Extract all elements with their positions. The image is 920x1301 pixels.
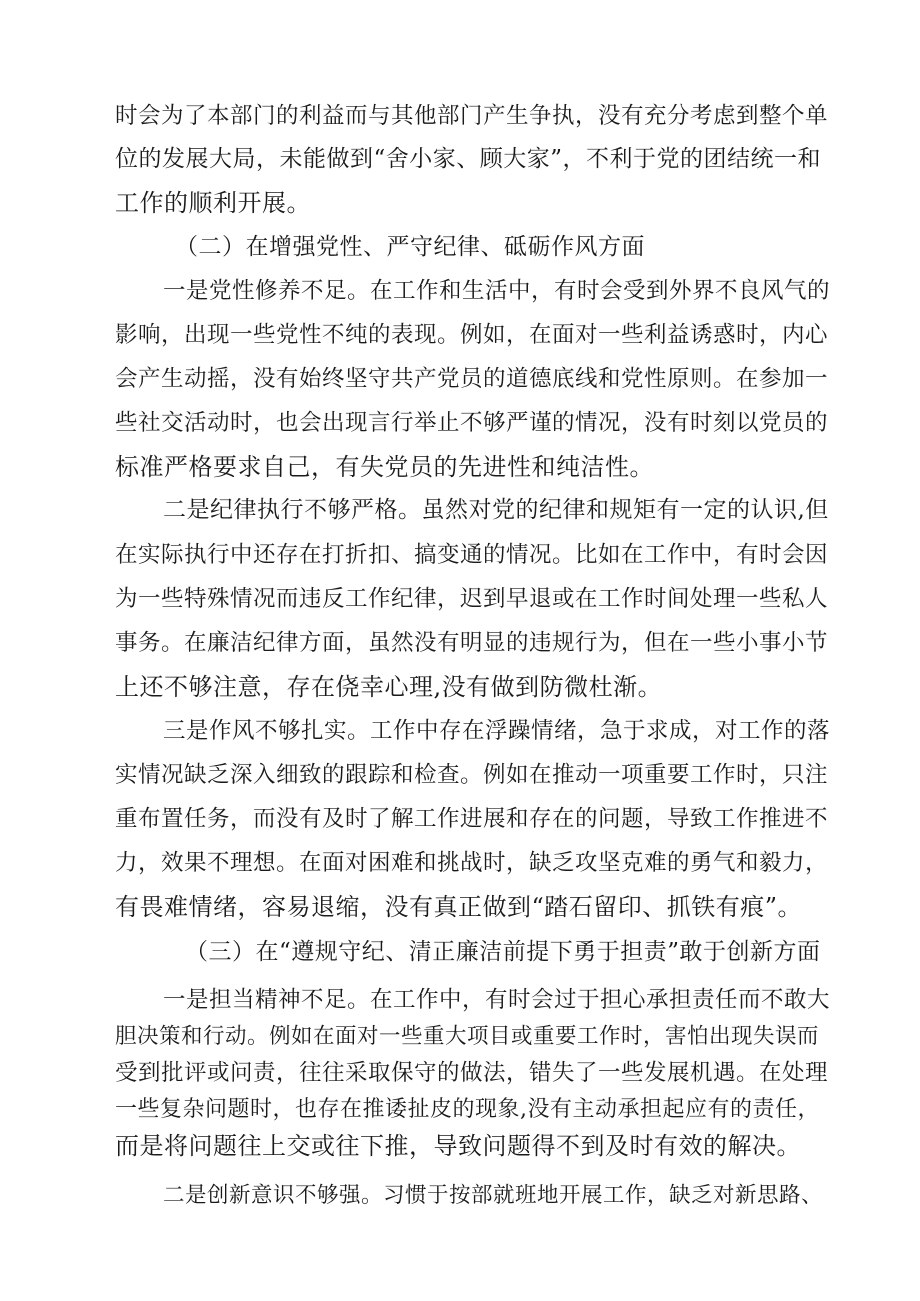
text-line: 上还不够注意，存在侥幸心理,没有做到防微杜渐。 [115, 673, 663, 701]
text-line: 事务。在廉洁纪律方面，虽然没有明显的违规行为，但在一些小事小节 [115, 630, 829, 656]
text-line: 标准严格要求自己，有失党员的先进性和纯洁性。 [115, 453, 654, 481]
text-line: 工作的顺利开展。 [115, 189, 311, 217]
text-line: 一是党性修养不足。在工作和生活中，有时会受到外界不良风气的 [163, 278, 831, 304]
text-line: 实情况缺乏深入细致的跟踪和检查。例如在推动一项重要工作时，只注 [115, 762, 829, 788]
text-line: 些社交活动时，也会出现言行举止不够严谨的情况，没有时刻以党员的 [115, 410, 829, 436]
text-line: 受到批评或问责，往往采取保守的做法，错失了一些发展机遇。在处理 [115, 1060, 829, 1086]
text-line: 为一些特殊情况而违反工作纪律，迟到早退或在工作时间处理一些私人 [115, 586, 829, 612]
text-line: 二是纪律执行不够严格。虽然对党的纪律和规矩有一定的认识,但 [163, 497, 829, 523]
text-line: 而是将问题往上交或往下推，导致问题得不到及时有效的解决。 [115, 1132, 801, 1160]
text-line: 胆决策和行动。例如在面对一些重大项目或重要工作时，害怕出现失误而 [115, 1024, 820, 1049]
text-line: 在实际执行中还存在打折扣、搞变通的情况。比如在工作中，有时会因 [115, 542, 829, 568]
text-line: 力，效果不理想。在面对困难和挑战时，缺乏攻坚克难的勇气和毅力， [115, 850, 829, 876]
text-line: 位的发展大局，未能做到“舍小家、顾大家”，不利于党的团结统一和 [115, 146, 822, 172]
text-line: 时会为了本部门的利益而与其他部门产生争执，没有充分考虑到整个单 [115, 103, 829, 129]
section-heading: （三）在“遵规守纪、清正廉洁前提下勇于担责”敢于创新方面 [185, 939, 821, 965]
text-line: 重布置任务，而没有及时了解工作进展和存在的问题，导致工作推进不 [115, 806, 829, 832]
text-line: 一些复杂问题时，也存在推诿扯皮的现象,没有主动承担起应有的责任， [115, 1097, 820, 1122]
text-line: 会产生动摇，没有始终坚守共产党员的道德底线和党性原则。在参加一 [115, 366, 829, 392]
text-line: 一是担当精神不足。在工作中，有时会过于担心承担责任而不敢大 [163, 987, 831, 1013]
text-line: 二是创新意识不够强。习惯于按部就班地开展工作，缺乏对新思路、 [163, 1183, 824, 1208]
text-line: 三是作风不够扎实。工作中存在浮躁情绪，急于求成，对工作的落 [163, 718, 831, 744]
text-line: 影响，出现一些党性不纯的表现。例如，在面对一些利益诱惑时，内心 [115, 322, 829, 348]
text-line: 有畏难情绪，容易退缩，没有真正做到“踏石留印、抓铁有痕”。 [115, 893, 803, 921]
section-heading: （二）在增强党性、严守纪律、砥砺作风方面 [175, 234, 645, 260]
